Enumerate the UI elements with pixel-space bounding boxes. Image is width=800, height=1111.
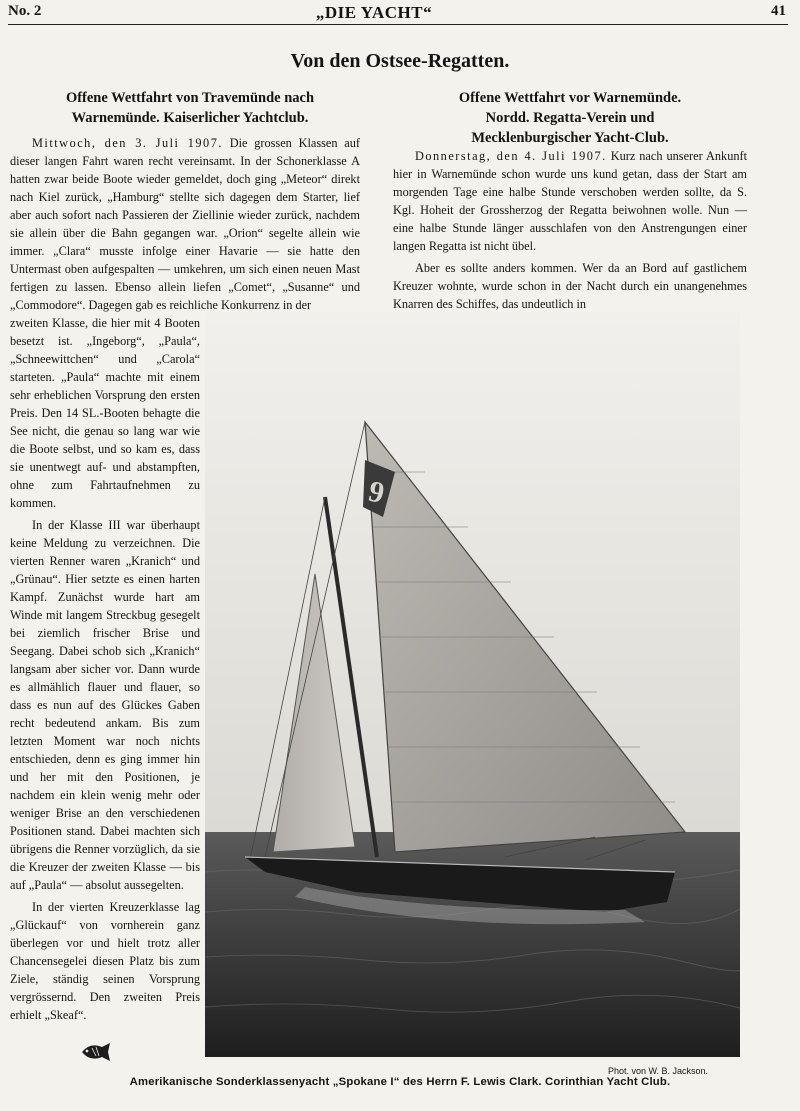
fish-ornament-icon	[78, 1040, 114, 1064]
left-paragraph-3: In der vierten Kreuzerklasse lag „Glückauf“ von vornherein ganz überlegen vor und hielt trotz aller Chancensegelei diesen Platz bis zum Ziele, ständig seinen Vorsprung vergrössernd. Den zweiten Preis erhielt „Skeaf“.	[10, 900, 200, 1022]
sail-number: 9	[365, 474, 388, 511]
article-title: Von den Ostsee-Regatten.	[290, 50, 510, 72]
left-paragraph-1	[10, 134, 360, 314]
left-heading-line-1: Offene Wettfahrt von Travemünde nach	[65, 90, 315, 106]
left-paragraph-1-body: Die grossen Klassen auf dieser langen Fahrt waren recht vereinsamt. In der Schonerklasse A hatten zwar beide Boote wieder gemeldet, doch ging „Meteor“ direkt nach Kiel zurück, „Hamburg“ stellte sich dagegen dem Starter, lief aber auch sofort nach Passieren der Ziellinie wieder zurück, nachdem sie allein über die Bahn gegangen war. „Orion“ segelte allein wie immer. „Clara“ musste infolge einer Havarie — sie hatte den Untermast oben aufgespalten — umkehren, um sich einen neuen Mast fertigen zu lassen. Ebenso allein liefen „Comet“, „Susanne“ und „Commodore“. Dagegen gab es reichliche Konkurrenz in der	[10, 136, 360, 312]
left-column-narrow	[10, 314, 200, 1024]
left-column-top	[10, 134, 360, 314]
issue-number: No. 2	[8, 3, 42, 19]
magazine-title: „DIE YACHT“	[315, 3, 433, 22]
right-paragraph-2: Aber es sollte anders kommen. Wer da an Bord auf gastlichem Kreuzer wohnte, wurde schon in der Nacht durch ein unangenehmes Knarren des Schiffes, das undeutlich in	[393, 261, 747, 311]
yacht-photograph	[205, 312, 740, 1057]
left-heading-line-2: Warnemünde. Kaiserlicher Yachtclub.	[71, 110, 309, 126]
photo-caption: Amerikanische Sonderklassenyacht „Spokane I“ des Herrn F. Lewis Clark. Corinthian Yacht Club.	[129, 1076, 671, 1088]
right-date-lead: Donnerstag, den 4. Juli 1907.	[415, 149, 607, 163]
header-rule	[8, 24, 788, 25]
left-paragraph-2: In der Klasse III war überhaupt keine Meldung zu verzeichnen. Die vierten Renner waren „Kranich“ und „Grünau“. Hier setzte es einen harten Kampf. Zunächst wurde hart am Winde mit langem Streckbug gesegelt bei ziemlich frischer Brise und Seegang. Dabei schob sich „Kranich“ langsam aber sicher vor. Dann wurde es allmählich flauer und flauer, so dass es nun auf des Glückes Gaben recht bedeutend ankam. Bis zum letzten Moment war noch nichts entschieden, denn es ging immer hin und her mit den Positionen, je nachdem ein klein wenig mehr oder weniger Brise an den verschiedenen Positionen stand. Dabei machten sich übrigens die Renner vorzüglich, da sie die Kreuzer der zweiten Klasse — bis auf „Paula“ — absolut aussegelten.	[10, 518, 200, 892]
right-heading-line-2: Nordd. Regatta-Verein und	[485, 110, 655, 126]
right-heading-line-1: Offene Wettfahrt vor Warnemünde.	[458, 90, 682, 106]
photo-credit: Phot. von W. B. Jackson.	[608, 1066, 709, 1076]
right-paragraph-1-body: Kurz nach unserer Ankunft hier in Warnemünde schon wurde uns kund getan, dass der Start am morgenden Tage eine halbe Stunde verschoben werden sollte, da S. Kgl. Hoheit der Grossherzog der Regatta beiwohnen wolle. Nun — eine halbe Stunde länger ausschlafen von den Anstrengungen einer langen Regatta ist nicht übel.	[393, 149, 747, 253]
yacht-illustration	[205, 312, 740, 1057]
left-paragraph-1-continued: zweiten Klasse, die hier mit 4 Booten besetzt ist. „Ingeborg“, „Paula“, „Schneewittchen“ und „Carola“ starteten. „Paula“ machte mit einem sehr erheblichen Vorsprung den ersten Preis. Den 14 SL.-Booten behagte die See nicht, die genau so lang war wie die Boote selbst, und so kam es, dass sie unentwegt auf- und abstampften, ohne zum Fahrtaufnehmen zu kommen.	[10, 316, 200, 510]
right-heading-line-3: Mecklenburgischer Yacht-Club.	[471, 130, 669, 146]
left-section-heading	[20, 88, 360, 128]
running-header	[8, 3, 786, 25]
left-date-lead: Mittwoch, den 3. Juli 1907.	[32, 136, 223, 150]
right-column	[393, 147, 747, 313]
right-section-heading	[405, 88, 735, 148]
right-paragraph-1	[393, 147, 747, 255]
page-number: 41	[771, 3, 786, 19]
